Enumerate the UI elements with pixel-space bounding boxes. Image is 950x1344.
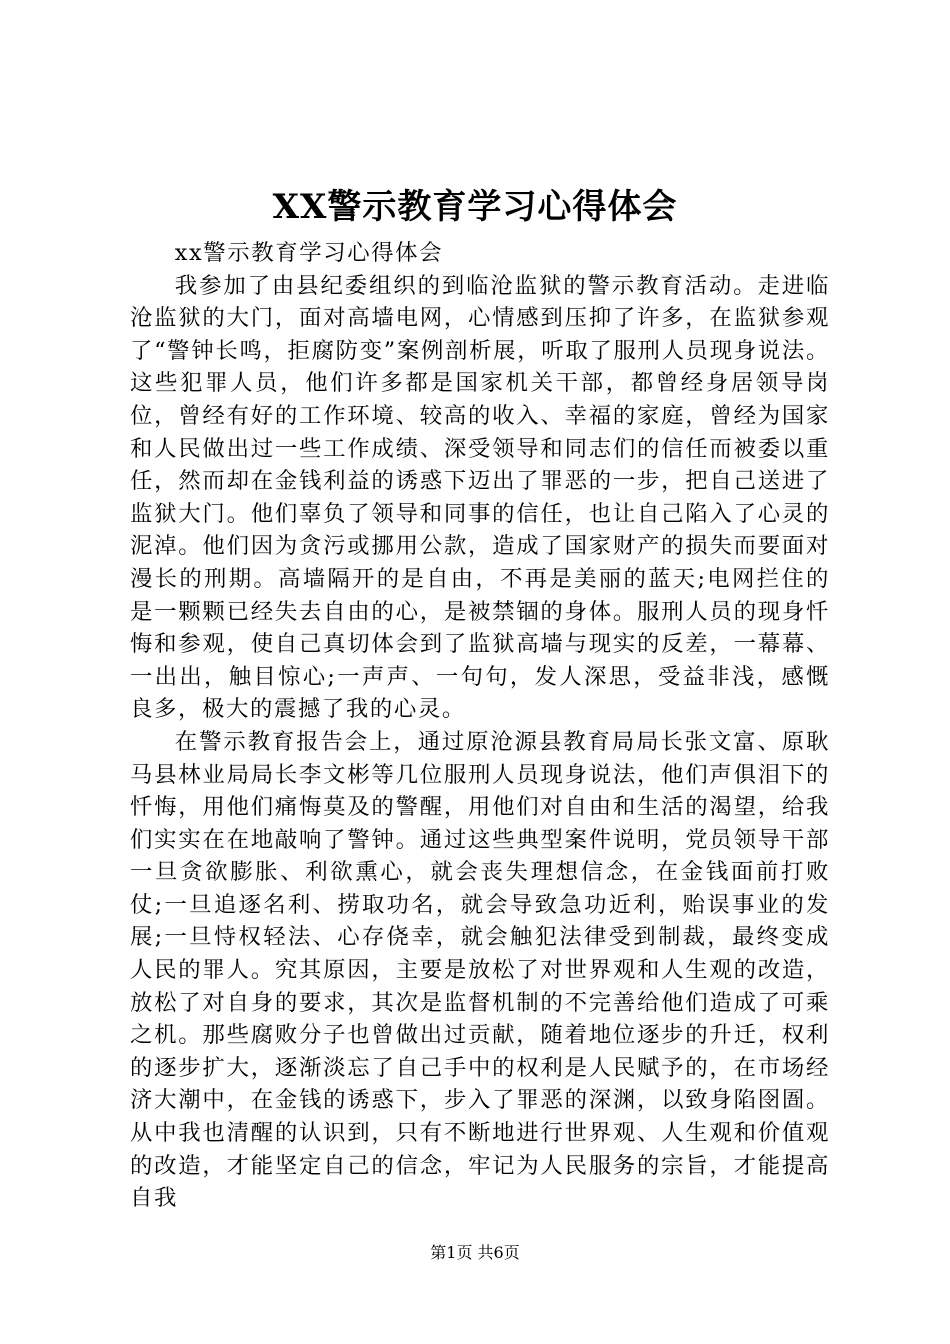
page-number: 第1页 共6页 <box>430 1243 520 1262</box>
paragraph-2: 在警示教育报告会上，通过原沧源县教育局局长张文富、原耿马县林业局局长李文彬等几位服刑人员现身说法，他们声俱泪下的忏悔，用他们痛悔莫及的警醒，用他们对自由和生活的渴望，给我们实实在在地敲响了警钟。通过这些典型案件说明，党员领导干部一旦贪欲膨胀、利欲熏心，就会丧失理想信念，在金钱面前打败仗;一旦追逐名利、捞取功名，就会导致急功近利，贻误事业的发展;一旦恃权轻法、心存侥幸，就会触犯法律受到制裁，最终变成人民的罪人。究其原因，主要是放松了对世界观和人生观的改造，放松了对自身的要求，其次是监督机制的不完善给他们造成了可乘之机。那些腐败分子也曾做出过贡献，随着地位逐步的升迁，权利的逐步扩大，逐渐淡忘了自己手中的权利是人民赋予的，在市场经济大潮中，在金钱的诱惑下，步入了罪恶的深渊，以致身陷囹圄。从中我也清醒的认识到，只有不断地进行世界观、人生观和价值观的改造，才能坚定自己的信念，牢记为人民服务的宗旨，才能提高自我 <box>130 728 830 1212</box>
document-subtitle: xx警示教育学习心得体会 <box>174 240 444 266</box>
paragraph-1: 我参加了由县纪委组织的到临沧监狱的警示教育活动。走进临沧监狱的大门，面对高墙电网，心情感到压抑了许多，在监狱参观了“警钟长鸣，拒腐防变”案例剖析展，听取了服刑人员现身说法。这些犯罪人员，他们许多都是国家机关干部，都曾经身居领导岗位，曾经有好的工作环境、较高的收入、幸福的家庭，曾经为国家和人民做出过一些工作成绩、深受领导和同志们的信任而被委以重任，然而却在金钱利益的诱惑下迈出了罪恶的一步，把自己送进了监狱大门。他们辜负了领导和同事的信任，也让自己陷入了心灵的泥淖。他们因为贪污或挪用公款，造成了国家财产的损失而要面对漫长的刑期。高墙隔开的是自由，不再是美丽的蓝天;电网拦住的是一颗颗已经失去自由的心，是被禁锢的身体。服刑人员的现身忏悔和参观，使自己真切体会到了监狱高墙与现实的反差，一幕幕、一出出，触目惊心;一声声、一句句，发人深思，受益非浅，感慨良多，极大的震撼了我的心灵。 <box>130 272 830 723</box>
document-body <box>130 237 830 1215</box>
document-title: XX警示教育学习心得体会 <box>272 187 678 227</box>
